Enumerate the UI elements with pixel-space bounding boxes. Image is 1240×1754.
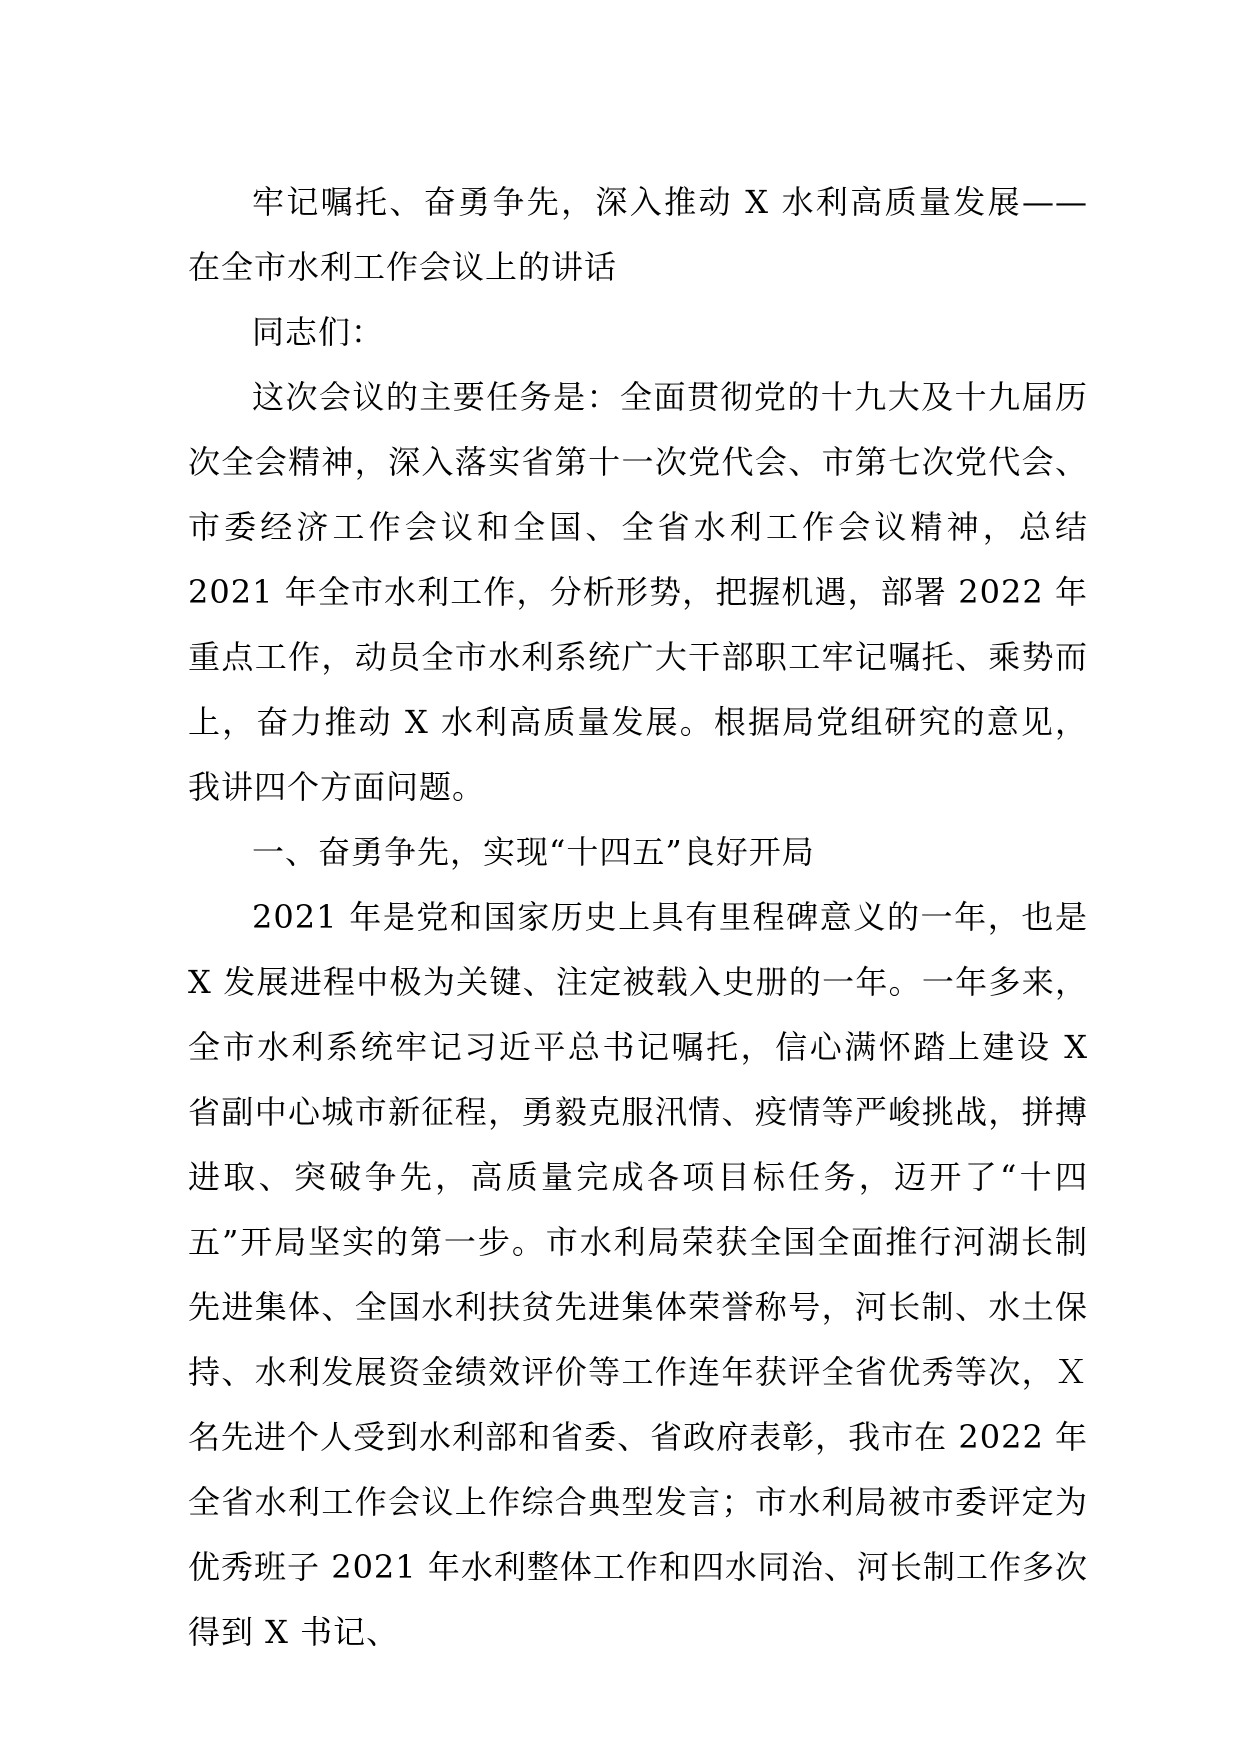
section-paragraph: 2021 年是党和国家历史上具有里程碑意义的一年，也是 X 发展进程中极为关键、注定被载入史册的一年。一年多来，全市水利系统牢记习近平总书记嘱托，信心满怀踏上建设 X 省副中心城市新征程，勇毅克服汛情、疫情等严峻挑战，拼搏进取、突破争先，高质量完成各项目标任务，迈开了“十四五”开局坚实的第一步。市水利局荣获全国全面推行河湖长制先进集体、全国水利扶贫先进集体荣誉称号，河长制、水土保持、水利发展资金绩效评价等工作连年获评全省优秀等次，Ｘ名先进个人受到水利部和省委、省政府表彰，我市在 2022 年全省水利工作会议上作综合典型发言；市水利局被市委评定为优秀班子 2021 年水利整体工作和四水同治、河长制工作多次得到 X 书记、 <box>188 898 1088 1651</box>
document-body <box>188 170 1088 1665</box>
document-title: 牢记嘱托、奋勇争先，深入推动 X 水利高质量发展——在全市水利工作会议上的讲话 <box>188 183 1088 286</box>
section-heading: 一、奋勇争先，实现“十四五”良好开局 <box>252 833 815 871</box>
salutation: 同志们： <box>252 313 385 351</box>
intro-paragraph: 这次会议的主要任务是：全面贯彻党的十九大及十九届历次全会精神，深入落实省第十一次党代会、市第七次党代会、市委经济工作会议和全国、全省水利工作会议精神，总结 2021 年全市水利工作，分析形势，把握机遇，部署 2022 年重点工作，动员全市水利系统广大干部职工牢记嘱托、乘势而上，奋力推动 X 水利高质量发展。根据局党组研究的意见，我讲四个方面问题。 <box>188 378 1088 806</box>
